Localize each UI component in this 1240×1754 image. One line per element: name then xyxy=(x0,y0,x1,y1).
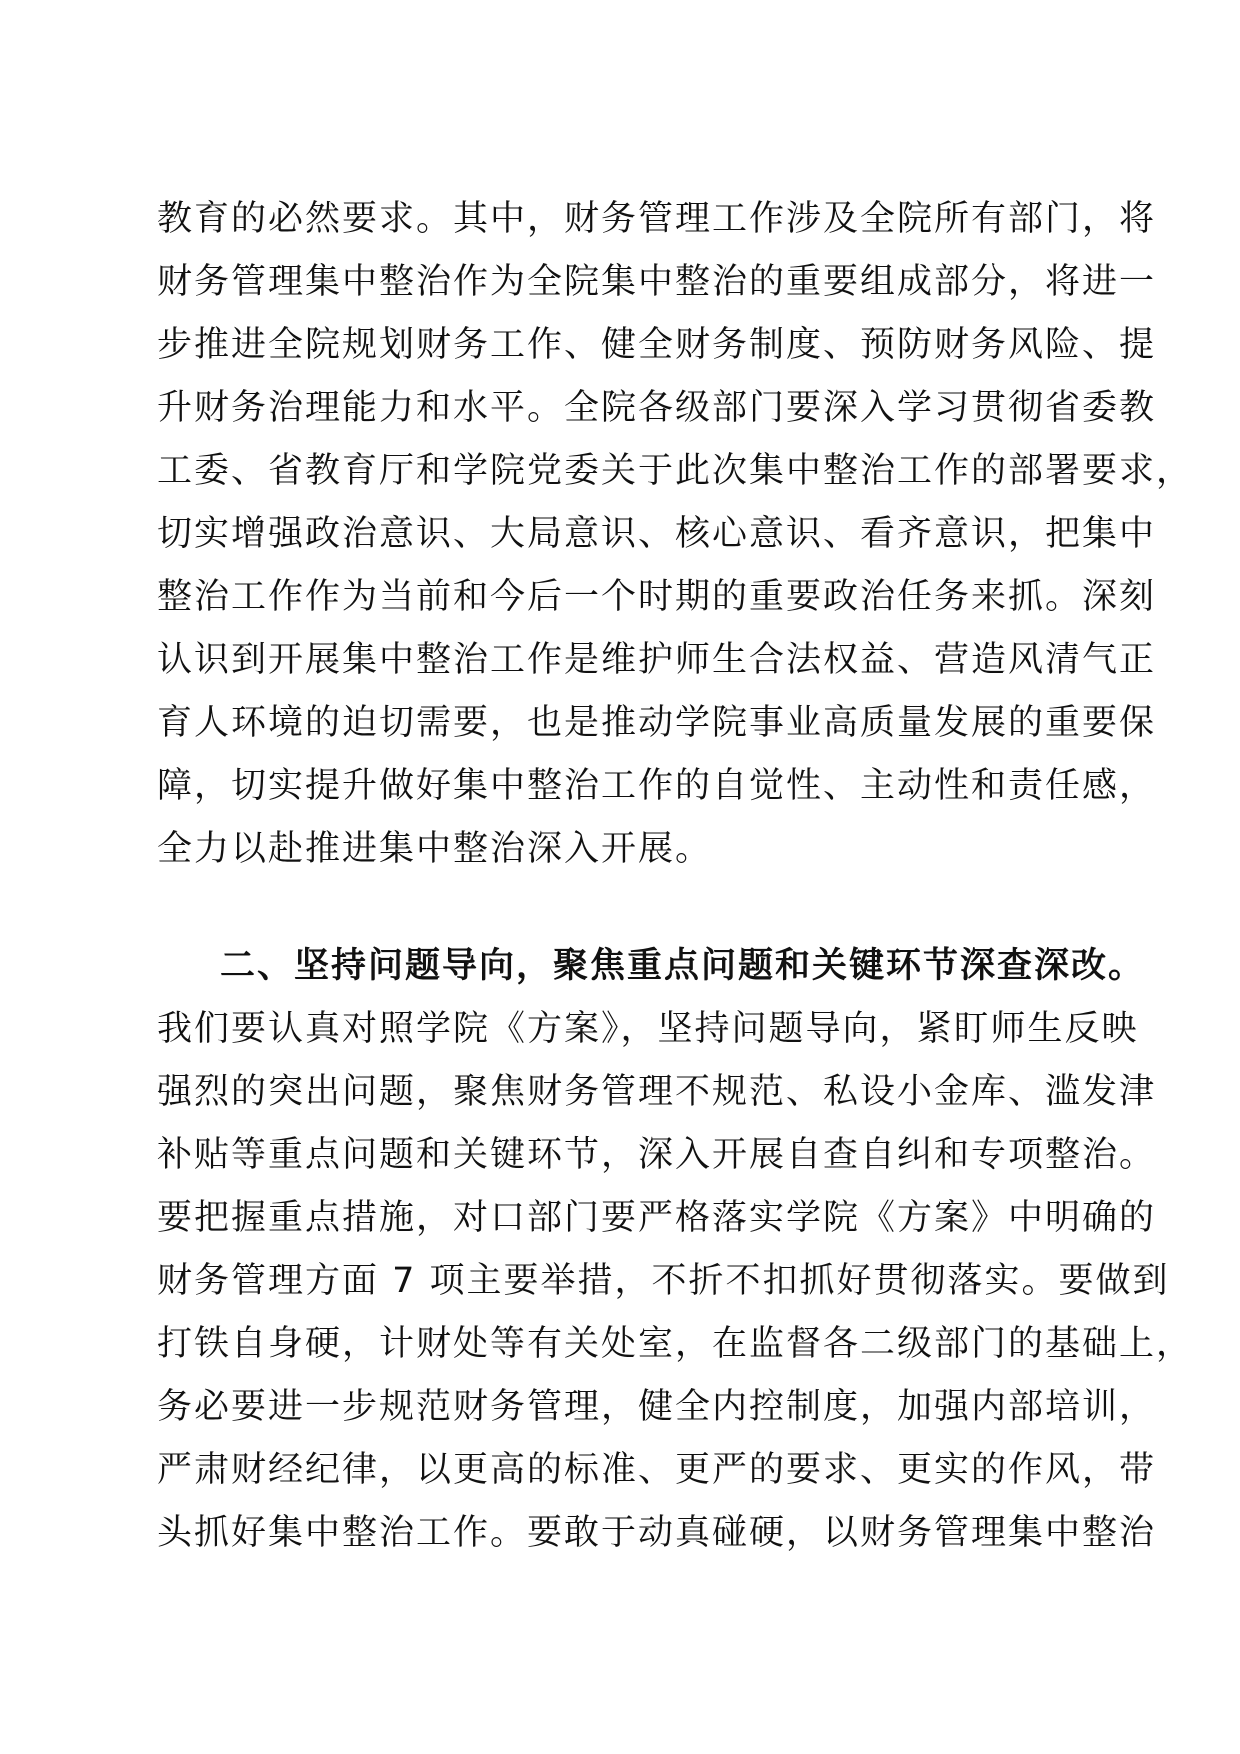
section-two xyxy=(157,935,1194,1565)
text-line: 全力以赴推进集中整治深入开展。 xyxy=(157,829,713,869)
text-line: 务必要进一步规范财务管理，健全内控制度，加强内部培训， xyxy=(157,1387,1157,1427)
text-line: 工委、省教育厅和学院党委关于此次集中整治工作的部署要求， xyxy=(157,451,1194,491)
text-line: 头抓好集中整治工作。要敢于动真碰硬，以财务管理集中整治 xyxy=(157,1513,1157,1553)
text-line: 障，切实提升做好集中整治工作的自觉性、主动性和责任感， xyxy=(157,766,1157,806)
text-line: 育人环境的迫切需要，也是推动学院事业高质量发展的重要保 xyxy=(157,703,1157,743)
text-line: 步推进全院规划财务工作、健全财务制度、预防财务风险、提 xyxy=(157,325,1157,365)
text-line: 整治工作作为当前和今后一个时期的重要政治任务来抓。深刻 xyxy=(157,577,1157,617)
text-line: 补贴等重点问题和关键环节，深入开展自查自纠和专项整治。 xyxy=(157,1135,1157,1175)
text-line: 打铁自身硬，计财处等有关处室，在监督各二级部门的基础上， xyxy=(157,1324,1194,1364)
text-line: 强烈的突出问题，聚焦财务管理不规范、私设小金库、滥发津 xyxy=(157,1072,1157,1112)
text-line: 升财务治理能力和水平。全院各级部门要深入学习贯彻省委教 xyxy=(157,388,1157,428)
text-line: 财务管理方面 7 项主要举措，不折不扣抓好贯彻落实。要做到 xyxy=(157,1261,1170,1301)
section-heading: 二、坚持问题导向，聚焦重点问题和关键环节深查深改。 xyxy=(220,946,1146,986)
paragraph-finance-importance xyxy=(157,188,1194,881)
text-line: 教育的必然要求。其中，财务管理工作涉及全院所有部门，将 xyxy=(157,199,1157,239)
text-line: 严肃财经纪律，以更高的标准、更严的要求、更实的作风，带 xyxy=(157,1450,1157,1490)
text-line: 切实增强政治意识、大局意识、核心意识、看齐意识，把集中 xyxy=(157,514,1157,554)
text-line: 财务管理集中整治作为全院集中整治的重要组成部分，将进一 xyxy=(157,262,1157,302)
text-line: 我们要认真对照学院《方案》，坚持问题导向，紧盯师生反映 xyxy=(157,1009,1139,1049)
text-line: 认识到开展集中整治工作是维护师生合法权益、营造风清气正 xyxy=(157,640,1157,680)
text-line: 要把握重点措施，对口部门要严格落实学院《方案》中明确的 xyxy=(157,1198,1157,1238)
